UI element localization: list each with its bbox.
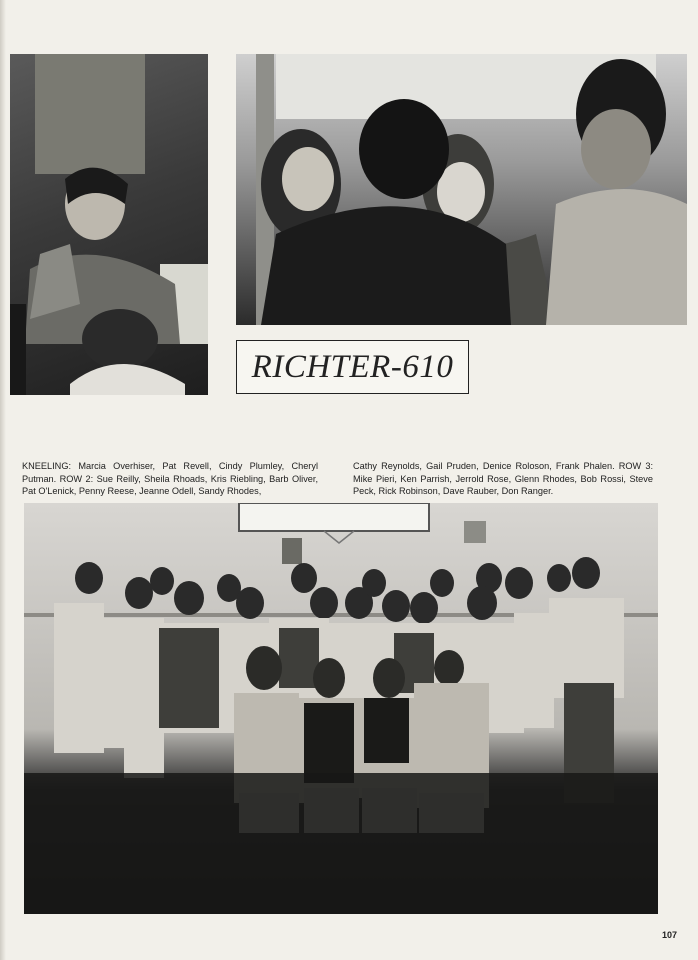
page-number: 107 <box>662 930 678 940</box>
photo-group-conversation-image <box>236 54 687 325</box>
caption-left-column: KNEELING: Marcia Overhiser, Pat Revell, Cindy Plumley, Cheryl Putman. ROW 2: Sue Reilly, Sheila Rhoads, Kris Riebling, Barb Oliver, Pat O'Lenick, Penny Reese, Jeanne Odell, Sandy Rhodes, <box>22 461 318 497</box>
caption-right-column: Cathy Reynolds, Gail Pruden, Denice Roloson, Frank Phalen. ROW 3: Mike Pieri, Ken Parrish, Jerrold Rose, Glenn Rhodes, Bob Rossi, Steve Peck, Rick Robinson, Dave Rauber, Don Ranger. <box>353 461 653 497</box>
photo-group-conversation <box>236 54 687 325</box>
homeroom-title: RICHTER-610 <box>251 348 454 385</box>
photo-homeroom-group-image <box>24 503 658 914</box>
homeroom-title-box <box>236 340 469 394</box>
photo-homeroom-group <box>24 503 658 914</box>
page-binding-edge <box>0 0 6 960</box>
photo-students-at-desks-image <box>10 54 208 395</box>
photo-students-at-desks <box>10 54 208 395</box>
